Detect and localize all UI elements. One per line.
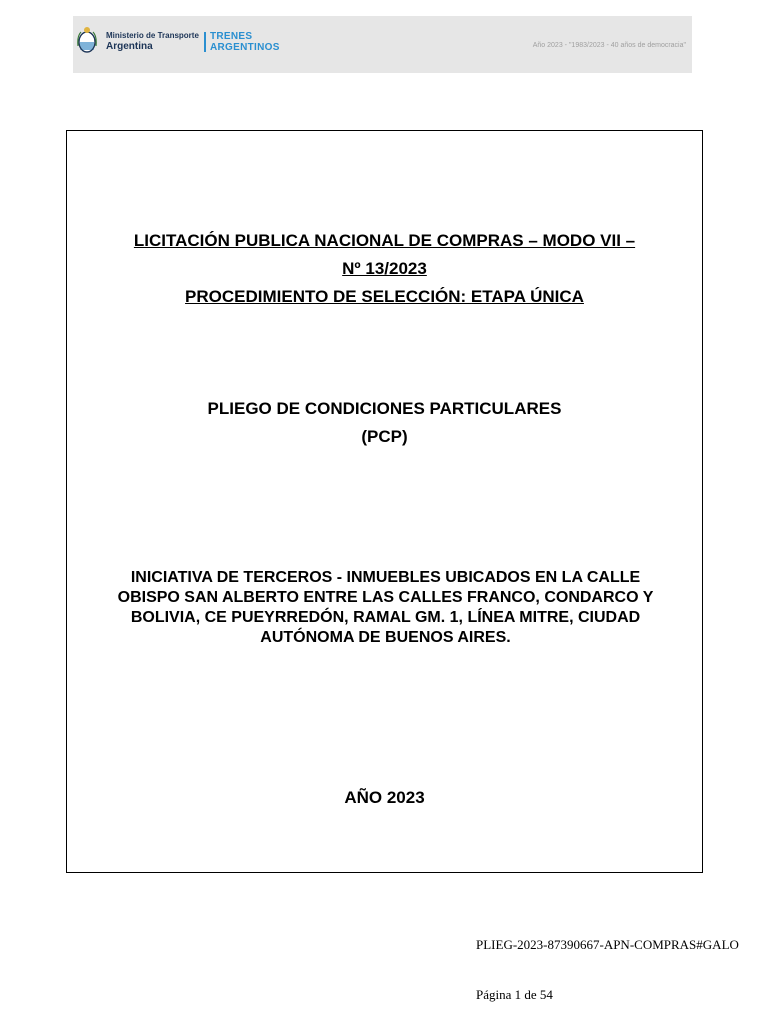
logo-divider xyxy=(204,32,206,52)
document-type-heading xyxy=(67,395,702,451)
trenes-argentinos-logo xyxy=(210,31,280,53)
subject-line-1: INICIATIVA DE TERCEROS - INMUEBLES UBICADOS EN LA CALLE xyxy=(130,569,641,586)
brand-line-1: TRENES xyxy=(210,31,253,42)
coat-of-arms-icon xyxy=(77,26,97,56)
cover-frame xyxy=(66,130,703,873)
page-number: Página 1 de 54 xyxy=(476,987,553,1002)
document-reference: PLIEG-2023-87390667-APN-COMPRAS#GALO xyxy=(476,937,739,952)
subject-line-2: OBISPO SAN ALBERTO ENTRE LAS CALLES FRANCO, CONDARCO Y xyxy=(117,589,654,606)
title-line-3: PROCEDIMIENTO DE SELECCIÓN: ETAPA ÚNICA xyxy=(185,287,584,306)
subject-line-3: BOLIVIA, CE PUEYRREDÓN, RAMAL GM. 1, LÍNEA MITRE, CIUDAD xyxy=(130,609,641,626)
ministry-name: Ministerio de Transporte xyxy=(106,31,199,40)
pcp-line-1: PLIEGO DE CONDICIONES PARTICULARES xyxy=(207,399,562,418)
letterhead-banner xyxy=(73,16,692,73)
tender-title xyxy=(67,227,702,311)
year-motto: Año 2023 - "1983/2023 - 40 años de democracia" xyxy=(532,42,686,49)
title-line-2: Nº 13/2023 xyxy=(342,259,427,278)
subject-line-4: AUTÓNOMA DE BUENOS AIRES. xyxy=(260,629,511,646)
title-line-1: LICITACIÓN PUBLICA NACIONAL DE COMPRAS – MODO VII – xyxy=(133,231,636,250)
brand-line-2: ARGENTINOS xyxy=(210,42,280,53)
ministry-logo-text xyxy=(106,31,199,52)
country-name: Argentina xyxy=(106,41,153,52)
subject-description xyxy=(77,568,694,648)
pcp-line-2: (PCP) xyxy=(361,427,408,446)
cover-year: AÑO 2023 xyxy=(344,788,425,807)
